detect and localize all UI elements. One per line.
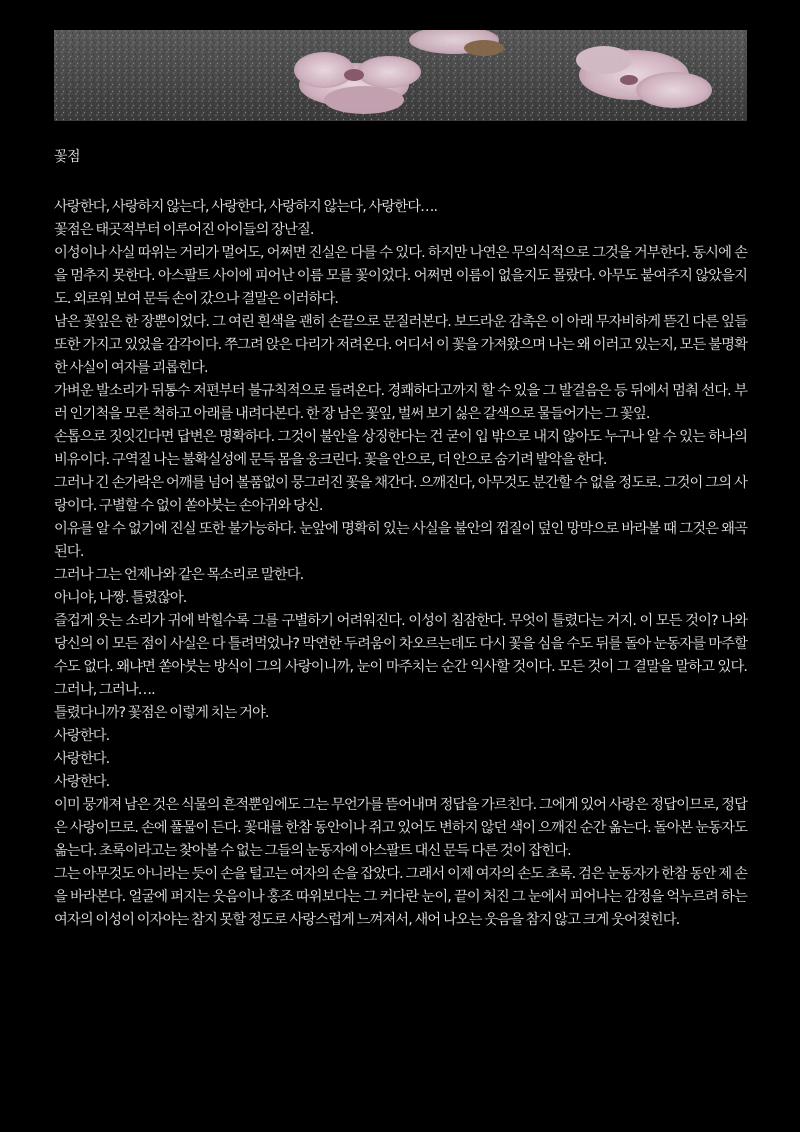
paragraph: 가벼운 발소리가 뒤통수 저편부터 불규칙적으로 들려온다. 경쾌하다고까지 할 수 있을 그 발걸음은 등 뒤에서 멈춰 선다. 부러 인기척을 모른 척하고 아래를 내려다본다. 한 장 남은 꽃잎, 벌써 보기 싫은 갈색으로 물들어가는 그 꽃잎. [54,383,747,422]
paragraph: 사랑한다. [54,728,110,744]
paragraph: 즐겁게 웃는 소리가 귀에 박힐수록 그를 구별하기 어려워진다. 이성이 침잠한다. 무엇이 틀렸다는 거지. 이 모든 것이? 나와 당신의 이 모든 점이 사실은 다 틀려먹었나? 막연한 두려움이 차오르는데도 다시 꽃을 심을 수도 뒤를 돌아 눈동자를 마주할 수도 없다. 왜냐면 쏟아붓는 방식이 그의 사랑이니까, 눈이 마주치는 순간 익사할 것이다. 모든 것이 그 결말을 말하고 있다. 그러나, 그러나…. [54,613,747,698]
paragraph: 이미 뭉개져 남은 것은 식물의 흔적뿐임에도 그는 무언가를 뜯어내며 정답을 가르친다. 그에게 있어 사랑은 정답이므로, 정답은 사랑이므로. 손에 풀물이 든다. 꽃대를 한참 동안이나 쥐고 있어도 변하지 않던 색이 으깨진 순간 옮는다. 돌아본 눈동자도 옮는다. 초록이라고는 찾아볼 수 없는 그들의 눈동자에 아스팔트 대신 문득 다른 것이 잡힌다. [54,797,747,859]
paragraph: 사랑한다. [54,751,110,767]
page-title: 꽃점 [54,149,81,165]
paragraph: 손톱으로 짓잇긴다면 답변은 명확하다. 그것이 불안을 상징한다는 건 굳이 입 밖으로 내지 않아도 누구나 알 수 있는 하나의 비유이다. 구역질 나는 불확실성에 문득 몸을 웅크린다. 꽃을 안으로, 더 안으로 숨기려 발악을 한다. [54,429,747,468]
paragraph: 그러나 긴 손가락은 어깨를 넘어 볼품없이 뭉그러진 꽃을 채간다. 으깨진다, 아무것도 분간할 수 없을 정도로. 그것이 그의 사랑이다. 구별할 수 없이 쏟아붓는 손아귀와 당신. [54,475,747,514]
paragraph: 이성이나 사실 따위는 거리가 멀어도, 어쩌면 진실은 다를 수 있다. 하지만 나연은 무의식적으로 그것을 거부한다. 동시에 손을 멈추지 못한다. 아스팔트 사이에 피어난 이름 모를 꽃이었다. 어쩌면 이름이 없을지도 몰랐다. 아무도 붙여주지 않았을지도. 외로워 보여 문득 손이 갔으나 결말은 이러하다. [54,245,747,307]
header-photo-fallen-flowers [54,30,747,121]
paragraph: 꽃점은 태곳적부터 이루어진 아이들의 장난질. [54,222,314,238]
paragraph: 사랑한다, 사랑하지 않는다, 사랑한다, 사랑하지 않는다, 사랑한다…. [54,199,438,215]
paragraph: 아니야, 나짱. 틀렸잖아. [54,590,187,606]
story-body [54,196,747,932]
paragraph: 그러나 그는 언제나와 같은 목소리로 말한다. [54,567,304,583]
paragraph: 이유를 알 수 없기에 진실 또한 불가능하다. 눈앞에 명확히 있는 사실을 불안의 껍질이 덮인 망막으로 바라볼 때 그것은 왜곡된다. [54,521,747,560]
paragraph: 사랑한다. [54,774,110,790]
paragraph: 남은 꽃잎은 한 장뿐이었다. 그 여린 흰색을 괜히 손끝으로 문질러본다. 보드라운 감촉은 이 아래 무자비하게 뜯긴 다른 잎들 또한 가지고 있었을 감각이다. 쭈그려 앉은 다리가 저려온다. 어디서 이 꽃을 가져왔으며 나는 왜 이러고 있는지, 모든 불명확한 사실이 여자를 괴롭힌다. [54,314,747,376]
paragraph: 그는 아무것도 아니라는 듯이 손을 털고는 여자의 손을 잡았다. 그래서 이제 여자의 손도 초록. 검은 눈동자가 한참 동안 제 손을 바라본다. 얼굴에 퍼지는 웃음이나 홍조 따위보다는 그 커다란 눈이, 끝이 처진 그 눈에서 피어나는 감정을 억누르려 하는 여자의 이성이 이자야는 참지 못할 정도로 사랑스럽게 느껴져서, 새어 나오는 웃음을 참지 않고 크게 웃어젖힌다. [54,866,747,928]
paragraph: 틀렸다니까? 꽃점은 이렇게 치는 거야. [54,705,269,721]
